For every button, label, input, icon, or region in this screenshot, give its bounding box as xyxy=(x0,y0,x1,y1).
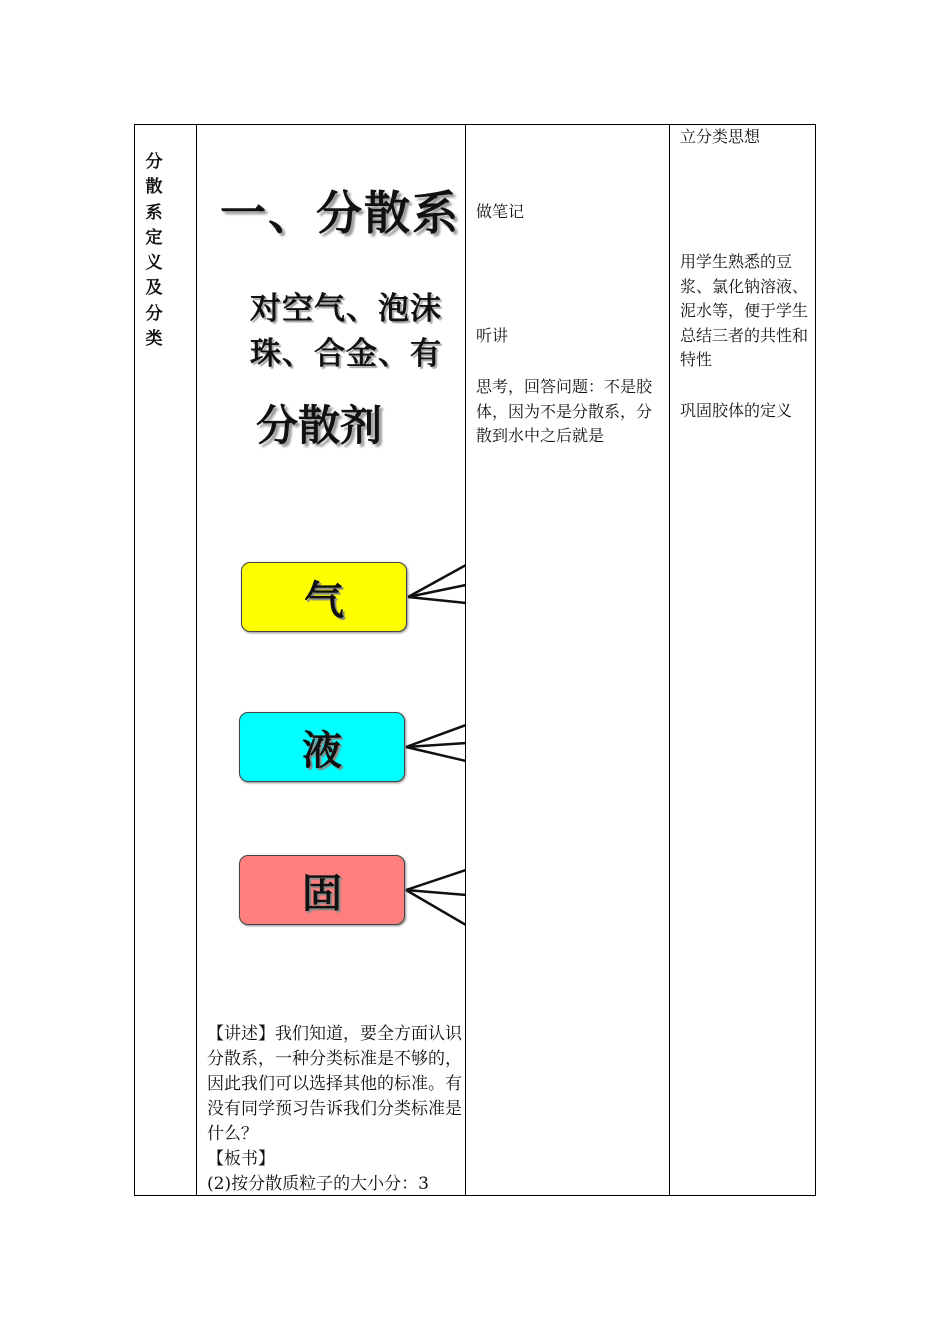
student-listen: 听讲 xyxy=(476,326,509,345)
section-title-char: 系 xyxy=(145,202,163,223)
teacher-narration xyxy=(207,1022,463,1197)
dispersant-label: 分散剂 xyxy=(256,401,383,450)
section-title-char: 定 xyxy=(145,227,163,248)
section-title-char: 散 xyxy=(145,177,163,198)
section-title-char: 及 xyxy=(145,278,163,299)
branch-connectors xyxy=(198,125,465,1020)
section-title-char: 分 xyxy=(145,152,163,172)
design-intent-consolidate: 巩固胶体的定义 xyxy=(680,401,793,420)
solid-state-label: 固 xyxy=(302,869,342,917)
liquid-branch-line xyxy=(406,747,465,761)
liquid-state-label: 液 xyxy=(302,726,342,774)
board-label: 【板书】 xyxy=(207,1149,275,1169)
design-intent-familiar: 用学生熟悉的豆浆、氯化钠溶液、泥水等，便于学生总结三者的共性和特性 xyxy=(680,252,809,369)
section-title-char: 义 xyxy=(145,253,163,274)
table-border-left xyxy=(134,124,135,1196)
section-title-char: 分 xyxy=(145,303,163,324)
section-title xyxy=(140,150,168,352)
board-item: (2)按分散质粒子的大小分：3 xyxy=(207,1174,429,1194)
gas-state-label: 气 xyxy=(304,576,344,624)
solid-branch-line xyxy=(406,870,465,890)
design-intent-top: 立分类思想 xyxy=(680,127,761,146)
column-divider-3 xyxy=(669,124,670,1196)
gas-branch-line xyxy=(408,597,465,603)
column-divider-1 xyxy=(196,124,197,1196)
slide-heading: 一、分散系 xyxy=(220,186,460,240)
section-title-char: 类 xyxy=(145,329,163,350)
slide-text-line-1: 对空气、泡沫 xyxy=(250,291,442,327)
student-notes: 做笔记 xyxy=(476,202,525,221)
slide-text-line-2: 珠、合金、有 xyxy=(250,336,442,372)
student-answer: 思考，回答问题：不是胶体，因为不是分散系，分散到水中之后就是 xyxy=(476,377,653,445)
lecture-text: 【讲述】我们知道，要全方面认识分散系，一种分类标准是不够的，因此我们可以选择其他的标准。有没有同学预习告诉我们分类标准是什么？ xyxy=(207,1024,462,1144)
table-border-right xyxy=(815,124,816,1196)
column-divider-2 xyxy=(465,124,466,1196)
slide-image xyxy=(198,125,465,1020)
